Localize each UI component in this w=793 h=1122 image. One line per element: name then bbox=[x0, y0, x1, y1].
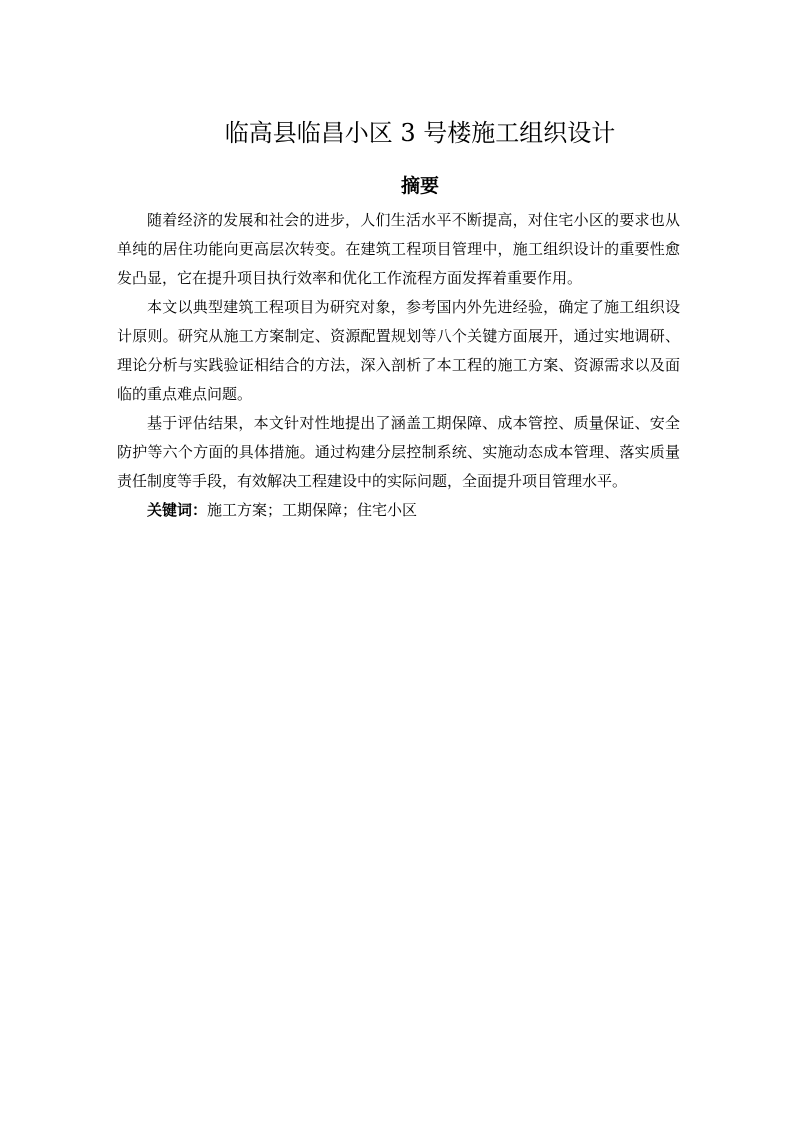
keywords-text: 施工方案；工期保障；住宅小区 bbox=[207, 501, 418, 519]
abstract-paragraph-1: 随着经济的发展和社会的进步，人们生活水平不断提高，对住宅小区的要求也从单纯的居住功能向更高层次转变。在建筑工程项目管理中，施工组织设计的重要性愈发凸显，它在提升项目执行效率和优化工作流程方面发挥着重要作用。 bbox=[117, 211, 680, 287]
abstract-heading: 摘要 bbox=[400, 175, 439, 197]
keywords-line bbox=[117, 496, 680, 525]
abstract-paragraph-2: 本文以典型建筑工程项目为研究对象，参考国内外先进经验，确定了施工组织设计原则。研究从施工方案制定、资源配置规划等八个关键方面展开，通过实地调研、理论分析与实践验证相结合的方法，深入剖析了本工程的施工方案、资源需求以及面临的重点难点问题。 bbox=[117, 298, 680, 403]
keywords-label: 关键词： bbox=[147, 501, 208, 519]
document-title: 临高县临昌小区 3 号楼施工组织设计 bbox=[224, 119, 616, 147]
abstract-paragraph-3: 基于评估结果，本文针对性地提出了涵盖工期保障、成本管控、质量保证、安全防护等六个方面的具体措施。通过构建分层控制系统、实施动态成本管理、落实质量责任制度等手段，有效解决工程建设中的实际问题，全面提升项目管理水平。 bbox=[117, 414, 680, 490]
abstract-body bbox=[117, 206, 680, 525]
